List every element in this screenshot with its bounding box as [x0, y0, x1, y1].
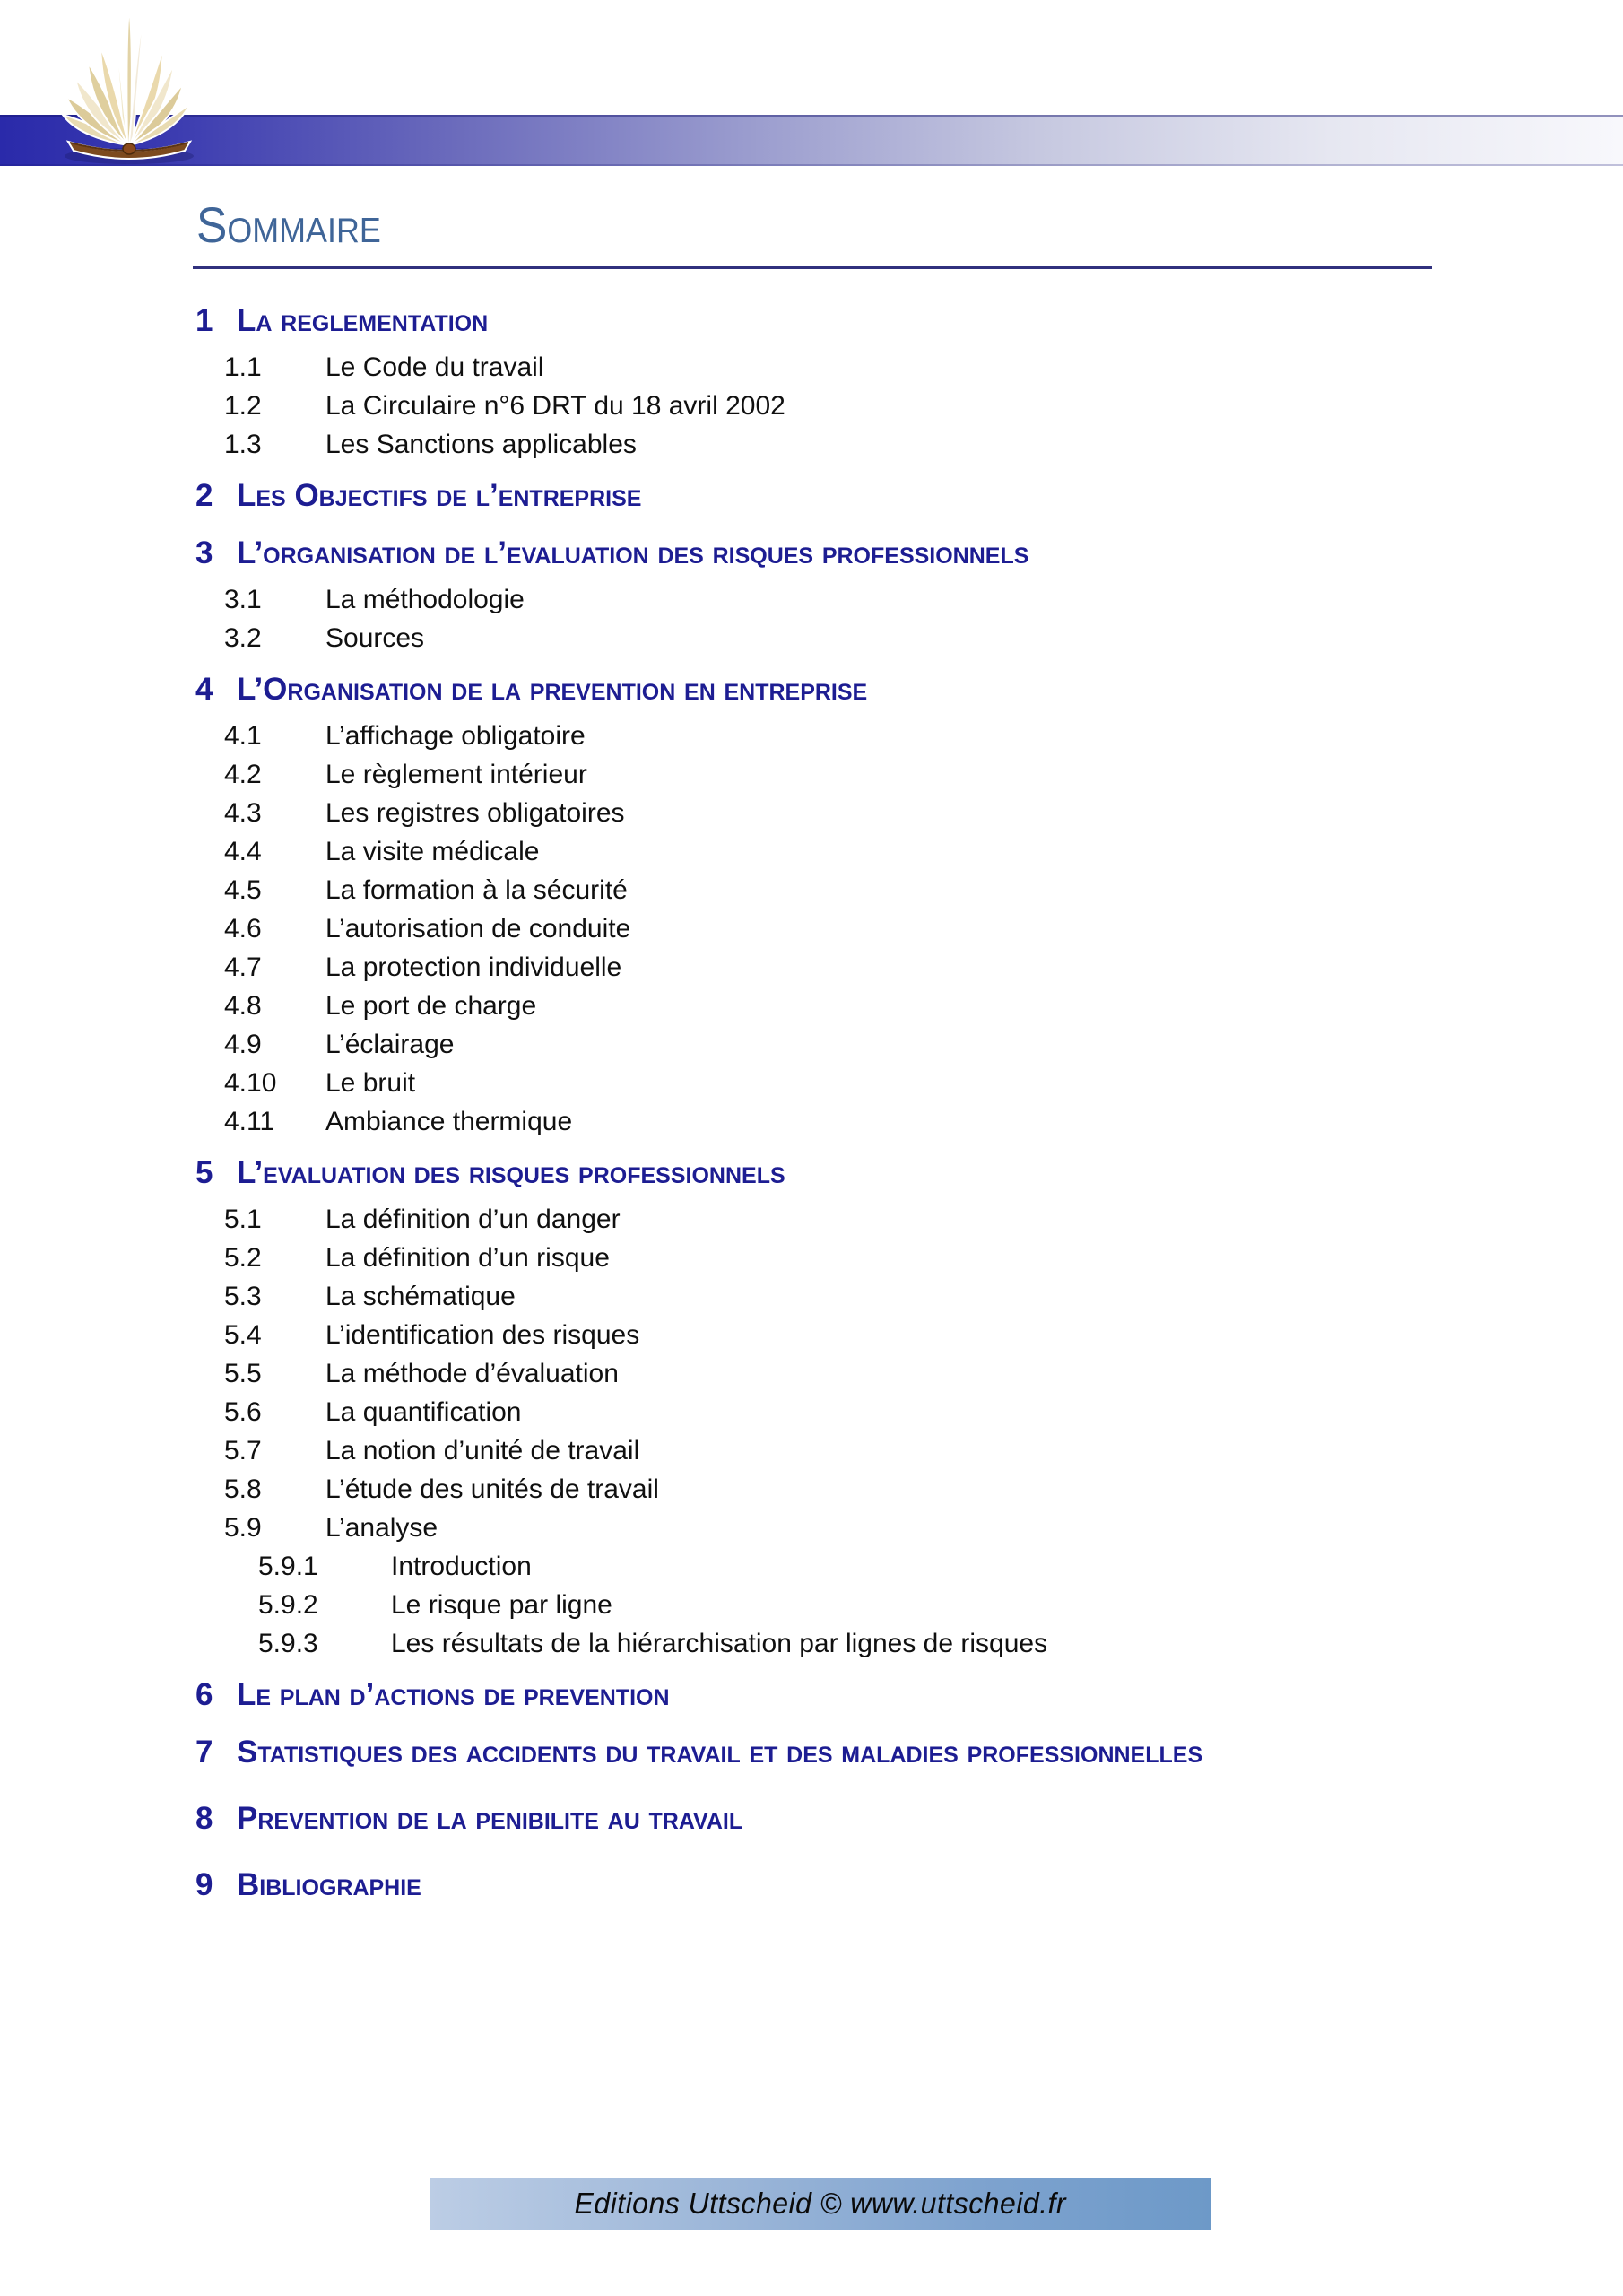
toc-entry	[195, 1470, 1325, 1509]
toc-entry-label: La notion d’unité de travail	[325, 1436, 640, 1465]
toc-entry	[195, 1277, 1325, 1316]
toc-section-label: L’evaluation des risques professionnels	[237, 1155, 785, 1190]
toc-entry	[195, 1316, 1325, 1354]
toc-section-2	[195, 471, 1325, 521]
toc-entry-label: L’éclairage	[325, 1030, 455, 1059]
toc-entry-number: 4.11	[224, 1107, 275, 1136]
toc-entry-label: La formation à la sécurité	[325, 875, 628, 905]
toc-entry	[195, 1102, 1325, 1141]
toc-entry-number: 1.2	[224, 391, 262, 421]
toc-section-3	[195, 528, 1325, 578]
toc-section-label: La reglementation	[237, 303, 489, 338]
toc-entry-label: Les Sanctions applicables	[325, 430, 637, 459]
footer-text: Editions Uttscheid © www.uttscheid.fr	[574, 2187, 1067, 2220]
toc-section-5	[195, 1148, 1325, 1198]
toc-entry-label: La définition d’un danger	[325, 1205, 621, 1234]
toc-entry-label: Les registres obligatoires	[325, 798, 625, 828]
toc-entry-number: 5.7	[224, 1436, 262, 1465]
table-of-contents	[195, 289, 1325, 1912]
toc-section-number: 4	[195, 672, 213, 707]
toc-entry-label: La Circulaire n°6 DRT du 18 avril 2002	[325, 391, 785, 421]
toc-entry-number: 5.1	[224, 1205, 262, 1234]
toc-entry-number: 5.9.1	[258, 1552, 318, 1581]
toc-entry-label: La schématique	[325, 1282, 516, 1311]
toc-entry-number: 5.6	[224, 1397, 262, 1427]
toc-entry-label: Ambiance thermique	[325, 1107, 573, 1136]
toc-entry-label: La quantification	[325, 1397, 522, 1427]
toc-entry-number: 5.2	[224, 1243, 262, 1273]
toc-entry-label: Le bruit	[325, 1068, 416, 1098]
toc-section-label: L’organisation de l’evaluation des risques professionnels	[237, 535, 1029, 570]
toc-entry	[195, 717, 1325, 755]
toc-entry-level3	[195, 1547, 1325, 1586]
toc-section-1	[195, 296, 1325, 346]
toc-entry-label: Sources	[325, 623, 425, 653]
toc-entry-label: La méthode d’évaluation	[325, 1359, 619, 1388]
toc-entry-label: Le Code du travail	[325, 352, 544, 382]
toc-entry	[195, 1509, 1325, 1547]
toc-entry-level3	[195, 1586, 1325, 1624]
toc-section-number: 1	[195, 303, 213, 338]
toc-entry-number: 5.9.3	[258, 1629, 318, 1658]
toc-entry	[195, 1200, 1325, 1239]
toc-entry	[195, 619, 1325, 657]
toc-section-7	[195, 1727, 1325, 1778]
toc-entry	[195, 832, 1325, 871]
toc-entry-number: 5.3	[224, 1282, 262, 1311]
toc-section-4	[195, 665, 1325, 715]
toc-entry	[195, 580, 1325, 619]
toc-subsection-group	[195, 717, 1325, 1141]
toc-section-number: 8	[195, 1801, 213, 1836]
toc-entry-label: Le règlement intérieur	[325, 760, 587, 789]
toc-subsection-group	[195, 580, 1325, 657]
toc-entry	[195, 1431, 1325, 1470]
toc-entry-label: La méthodologie	[325, 585, 525, 614]
toc-entry-label: L’autorisation de conduite	[325, 914, 631, 944]
toc-section-label: Bibliographie	[237, 1867, 421, 1902]
toc-section-number: 9	[195, 1867, 213, 1902]
toc-entry	[195, 909, 1325, 948]
toc-entry-number: 5.9.2	[258, 1590, 318, 1620]
toc-entry-number: 4.4	[224, 837, 262, 866]
toc-entry-label: L’identification des risques	[325, 1320, 640, 1350]
toc-entry-label: La définition d’un risque	[325, 1243, 610, 1273]
toc-section-label: Le plan d’actions de prevention	[237, 1677, 670, 1712]
toc-entry-number: 4.9	[224, 1030, 262, 1059]
toc-section-number: 7	[195, 1735, 213, 1770]
toc-entry-label: Les résultats de la hiérarchisation par lignes de risques	[391, 1629, 1048, 1658]
toc-entry-label: Introduction	[391, 1552, 532, 1581]
open-book-image	[57, 7, 199, 167]
toc-entry-number: 4.10	[224, 1068, 277, 1098]
toc-entry	[195, 387, 1325, 425]
toc-entry	[195, 1239, 1325, 1277]
open-book-icon	[57, 7, 199, 167]
toc-entry-number: 3.1	[224, 585, 262, 614]
page-title: Sommaire	[196, 196, 381, 253]
toc-section-number: 6	[195, 1677, 213, 1712]
toc-entry-number: 4.7	[224, 952, 262, 982]
toc-entry-label: La visite médicale	[325, 837, 540, 866]
toc-section-label: Prevention de la penibilite au travail	[237, 1801, 743, 1836]
toc-entry-number: 5.4	[224, 1320, 262, 1350]
title-rule	[193, 266, 1432, 269]
toc-subsection-group	[195, 348, 1325, 464]
toc-entry	[195, 1064, 1325, 1102]
toc-entry-label: La protection individuelle	[325, 952, 622, 982]
toc-section-label: Statistiques des accidents du travail et des maladies professionnelles	[237, 1735, 1203, 1770]
toc-subsection-group	[195, 1200, 1325, 1663]
toc-section-8	[195, 1794, 1325, 1844]
toc-entry	[195, 871, 1325, 909]
toc-entry-number: 5.8	[224, 1474, 262, 1504]
toc-entry-label: L’analyse	[325, 1513, 438, 1543]
toc-entry-number: 5.5	[224, 1359, 262, 1388]
toc-entry-number: 5.9	[224, 1513, 262, 1543]
toc-section-number: 2	[195, 478, 213, 513]
toc-section-number: 3	[195, 535, 213, 570]
toc-entry-number: 1.3	[224, 430, 262, 459]
toc-section-number: 5	[195, 1155, 213, 1190]
header-band	[0, 115, 1623, 166]
toc-entry	[195, 794, 1325, 832]
toc-entry	[195, 425, 1325, 464]
toc-entry-number: 3.2	[224, 623, 262, 653]
toc-entry	[195, 987, 1325, 1025]
toc-entry-number: 4.8	[224, 991, 262, 1021]
toc-entry	[195, 948, 1325, 987]
toc-entry-label: L’étude des unités de travail	[325, 1474, 659, 1504]
toc-entry	[195, 755, 1325, 794]
footer-banner	[430, 2178, 1211, 2230]
toc-entry	[195, 348, 1325, 387]
toc-entry-number: 1.1	[224, 352, 262, 382]
toc-section-label: Les Objectifs de l’entreprise	[237, 478, 642, 513]
toc-entry-label: L’affichage obligatoire	[325, 721, 586, 751]
toc-entry-level3	[195, 1624, 1325, 1663]
toc-entry-number: 4.5	[224, 875, 262, 905]
toc-entry-number: 4.2	[224, 760, 262, 789]
toc-section-9	[195, 1860, 1325, 1910]
toc-section-label: L’Organisation de la prevention en entreprise	[237, 672, 868, 707]
toc-entry-number: 4.6	[224, 914, 262, 944]
toc-entry-label: Le port de charge	[325, 991, 537, 1021]
toc-entry	[195, 1393, 1325, 1431]
toc-entry-number: 4.1	[224, 721, 262, 751]
toc-entry	[195, 1354, 1325, 1393]
toc-entry-label: Le risque par ligne	[391, 1590, 612, 1620]
toc-entry	[195, 1025, 1325, 1064]
toc-section-6	[195, 1670, 1325, 1720]
toc-entry-number: 4.3	[224, 798, 262, 828]
